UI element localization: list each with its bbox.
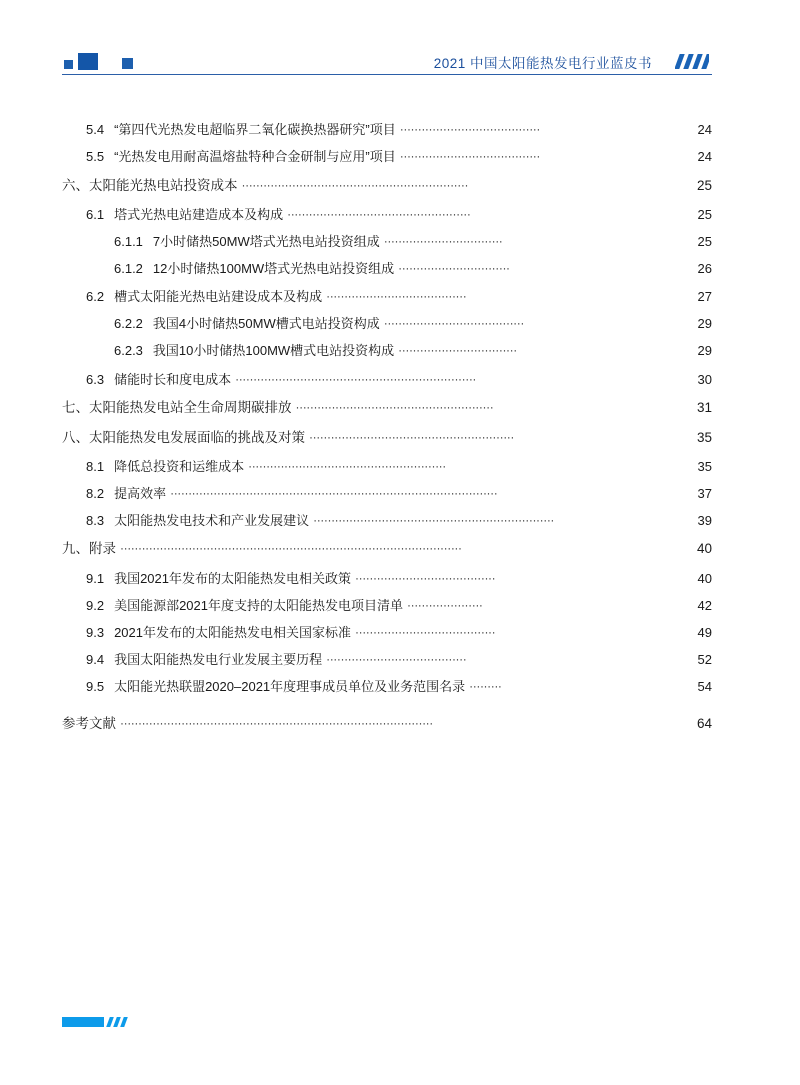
toc-number: 九、: [62, 541, 89, 557]
toc-number: 6.3: [86, 371, 105, 387]
toc-leader: ·······································: [383, 316, 524, 331]
toc-label: 太阳能热发电站全生命周期碳排放: [89, 400, 292, 416]
toc-number: 6.2: [86, 289, 105, 305]
toc-page-number: 52: [697, 651, 712, 667]
header-divider: [62, 74, 712, 75]
toc-leader: ·······································: [355, 570, 496, 585]
header-slash-bars-icon: [675, 54, 709, 69]
header-square-large-icon: [78, 53, 98, 70]
toc-label: 储能时长和度电成本: [114, 371, 232, 387]
toc-leader: ·······································: [399, 149, 540, 163]
toc-leader: ·························································: [309, 429, 514, 444]
toc-page-number: 25: [697, 233, 712, 249]
toc-page-number: 26: [697, 260, 712, 276]
toc-number: 6.2.2: [114, 316, 143, 332]
toc-page-number: 25: [697, 206, 712, 222]
toc-entry[interactable]: [62, 341, 712, 361]
toc-label: 7小时储热50MW塔式光热电站投资组成: [152, 233, 380, 249]
toc-entry[interactable]: [62, 120, 712, 140]
toc-leader: ·······································: [326, 289, 467, 304]
toc-entry[interactable]: [62, 650, 712, 670]
toc-entry[interactable]: [62, 596, 712, 616]
toc-number: 9.4: [86, 651, 105, 667]
toc-leader: ·········: [469, 678, 502, 693]
toc-number: 8.2: [86, 485, 105, 501]
header-square-small-right-icon: [122, 58, 133, 69]
toc-page-number: 29: [697, 343, 712, 359]
header-title: 2021 中国太阳能热发电行业蓝皮书: [433, 56, 652, 71]
toc-entry[interactable]: [62, 259, 712, 279]
toc-label: 太阳能热发电技术和产业发展建议: [114, 512, 310, 528]
toc-page-number: 35: [696, 429, 712, 445]
toc-page-number: 64: [696, 716, 712, 731]
toc-label: 我国太阳能热发电行业发展主要历程: [114, 651, 323, 667]
toc-label: 提高效率: [114, 485, 167, 501]
toc-label: 2021年发布的太阳能热发电相关国家标准: [114, 624, 351, 640]
toc-entry[interactable]: [62, 623, 712, 643]
toc-number: 8.1: [86, 458, 105, 474]
toc-page-number: 39: [697, 512, 712, 528]
toc-number: 六、: [62, 177, 89, 193]
toc-leader: ·······································: [355, 624, 496, 639]
toc-number: 6.1: [86, 206, 105, 222]
toc-entry[interactable]: [62, 511, 712, 531]
toc-number: 6.2.3: [114, 343, 143, 359]
toc-entry[interactable]: [62, 398, 712, 418]
toc-entry[interactable]: [62, 370, 712, 390]
toc-leader: ·······················································: [248, 458, 446, 473]
toc-label: 塔式光热电站建造成本及构成: [114, 206, 284, 222]
toc-page-number: 37: [697, 485, 712, 501]
toc-page-number: 24: [697, 122, 712, 137]
header-square-small-left-icon: [64, 60, 73, 69]
toc-label: 槽式太阳能光热电站建设成本及构成: [114, 289, 323, 305]
toc-leader: ·································: [383, 233, 503, 248]
toc-page-number: 25: [696, 177, 712, 193]
toc-label: 美国能源部2021年度支持的太阳能热发电项目清单: [114, 597, 403, 613]
toc-entry[interactable]: [62, 232, 712, 252]
toc-leader: ·······························································································: [120, 541, 462, 556]
toc-page-number: 35: [697, 458, 712, 474]
toc-entry[interactable]: [62, 428, 712, 448]
table-of-contents: [62, 120, 712, 742]
toc-page-number: 54: [697, 678, 712, 694]
toc-entry[interactable]: [62, 314, 712, 334]
toc-leader: ·································: [398, 343, 517, 358]
toc-leader: ···························································································: [170, 485, 498, 500]
toc-label: 参考文献: [62, 716, 116, 731]
toc-label: “第四代光热发电超临界二氧化碳换热器研究”项目: [114, 122, 396, 137]
toc-entry[interactable]: [62, 457, 712, 477]
toc-label: 我国2021年发布的太阳能热发电相关政策: [114, 570, 351, 586]
toc-number: 9.5: [86, 678, 105, 694]
toc-page-number: 24: [697, 149, 712, 164]
toc-entry[interactable]: [62, 287, 712, 307]
toc-number: 5.4: [86, 122, 105, 137]
toc-label: 我国10小时储热100MW槽式电站投资构成: [152, 343, 395, 359]
toc-number: 8.3: [86, 512, 105, 528]
toc-entry-references[interactable]: [62, 714, 712, 734]
toc-leader: ·······················································: [295, 400, 494, 415]
toc-label: 太阳能光热电站投资成本: [89, 177, 238, 193]
toc-number: 5.5: [86, 149, 105, 164]
toc-label: “光热发电用耐高温熔盐特种合金研制与应用”项目: [114, 149, 396, 164]
toc-label: 附录: [89, 541, 116, 557]
toc-page-number: 27: [697, 289, 712, 305]
toc-entry[interactable]: [62, 539, 712, 559]
toc-entry[interactable]: [62, 569, 712, 589]
toc-number: 9.2: [86, 597, 105, 613]
toc-page-number: 49: [697, 624, 712, 640]
toc-page-number: 42: [697, 597, 712, 613]
page-header: [62, 46, 712, 80]
toc-leader: ·······························: [398, 260, 510, 275]
toc-entry[interactable]: [62, 147, 712, 167]
toc-number: 6.1.2: [114, 260, 143, 276]
footer-brand-mark-icon: [62, 1015, 132, 1029]
toc-leader: ···································································: [313, 512, 555, 527]
toc-label: 太阳能光热联盟2020–2021年度理事成员单位及业务范围名录: [114, 678, 466, 694]
toc-entry[interactable]: [62, 677, 712, 697]
toc-label: 降低总投资和运维成本: [114, 458, 245, 474]
toc-number: 八、: [62, 429, 89, 445]
toc-page-number: 31: [696, 400, 712, 416]
toc-leader: ·······················································································: [120, 716, 433, 730]
toc-leader: ·····················: [407, 597, 483, 612]
toc-page-number: 40: [697, 570, 712, 586]
toc-entry[interactable]: [62, 484, 712, 504]
toc-number: 9.3: [86, 624, 105, 640]
toc-entry[interactable]: [62, 176, 712, 196]
toc-leader: ···················································: [287, 206, 471, 221]
toc-label: 12小时储热100MW塔式光热电站投资组成: [152, 260, 395, 276]
toc-number: 七、: [62, 400, 89, 416]
toc-label: 太阳能热发电发展面临的挑战及对策: [89, 429, 305, 445]
toc-number: 9.1: [86, 570, 105, 586]
toc-leader: ···································································: [235, 371, 477, 386]
toc-number: 6.1.1: [114, 233, 143, 249]
toc-page-number: 30: [697, 371, 712, 387]
toc-page-number: 40: [696, 541, 712, 557]
toc-leader: ·······························································: [241, 177, 469, 192]
toc-leader: ·······································: [326, 651, 467, 666]
toc-leader: ·······································: [399, 122, 540, 136]
toc-entry[interactable]: [62, 205, 712, 225]
toc-label: 我国4小时储热50MW槽式电站投资构成: [152, 316, 380, 332]
toc-page-number: 29: [697, 316, 712, 332]
